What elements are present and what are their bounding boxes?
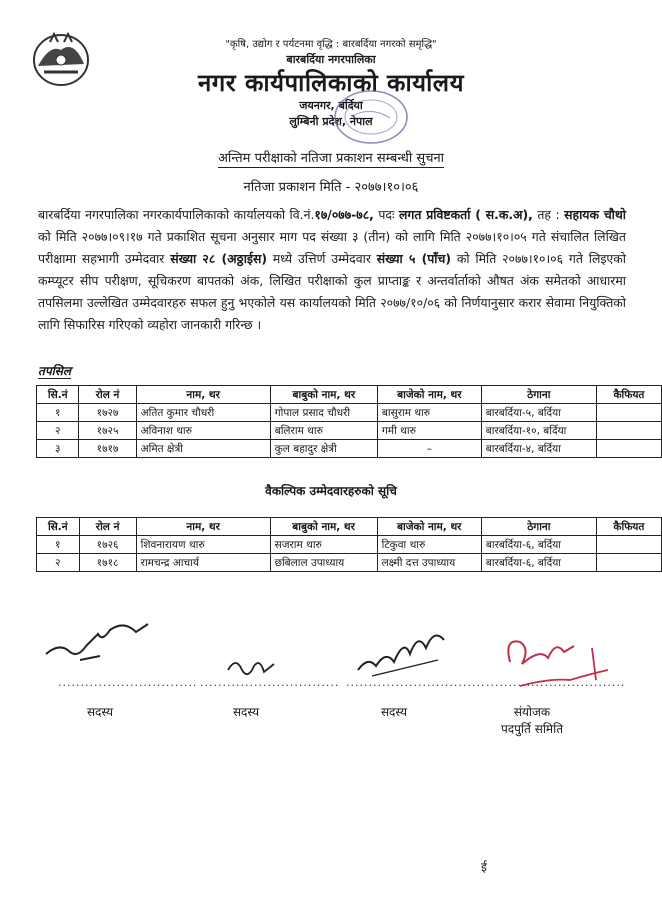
col-grandfather: बाजेको नाम, थर xyxy=(377,386,481,404)
signature-line-3: ............................... xyxy=(346,676,486,689)
signature-line-4: ............................... xyxy=(486,676,626,689)
cell-father: सजराम थारु xyxy=(270,536,377,554)
cell-roll: १७२७ xyxy=(79,404,136,422)
office-title: नगर कार्यपालिकाको कार्यालय xyxy=(197,69,465,97)
cell-sn: १ xyxy=(37,404,79,422)
cell-sn: २ xyxy=(37,554,80,572)
signature-line-2: ............................... xyxy=(200,676,340,689)
cell-roll: १७१७ xyxy=(79,440,136,458)
role-member-3: सदस्य xyxy=(380,705,408,719)
cell-remarks xyxy=(596,536,661,554)
cell-name: अतित कुमार चौधरी xyxy=(136,404,270,422)
cell-grandfather: बासुराम थारु xyxy=(377,404,481,422)
table-row xyxy=(37,440,662,458)
cell-grandfather: – xyxy=(377,440,481,458)
cell-father: गोपाल प्रसाद चौधरी xyxy=(270,404,377,422)
col-father: बाबुको नाम, थर xyxy=(270,518,377,536)
cell-name: रामचन्द्र आचार्य xyxy=(136,554,270,572)
cell-grandfather: टिकुवा थारु xyxy=(377,536,481,554)
cell-name: अविनाश थारु xyxy=(136,422,270,440)
cell-address: बारबर्दिया-४, बर्दिया xyxy=(481,440,596,458)
col-address: ठेगाना xyxy=(481,518,596,536)
cell-remarks xyxy=(596,554,661,572)
cell-father: कुल बहादुर क्षेत्री xyxy=(270,440,377,458)
col-grandfather: बाजेको नाम, थर xyxy=(377,518,481,536)
cell-address: बारबर्दिया-६, बर्दिया xyxy=(481,536,596,554)
col-father: बाबुको नाम, थर xyxy=(270,386,377,404)
cell-name: शिवनारायण थारु xyxy=(136,536,270,554)
col-name: नाम, थर xyxy=(136,386,270,404)
col-address: ठेगाना xyxy=(481,386,596,404)
cell-father: छबिलाल उपाध्याय xyxy=(270,554,377,572)
slogan: "कृषि, उद्योग र पर्यटनमा वृद्धि : बारबर्दिया नगरको समृद्धि" xyxy=(225,39,437,50)
cell-roll: १७२५ xyxy=(79,422,136,440)
tapasil-label: तपसिल xyxy=(38,364,72,378)
cell-remarks xyxy=(596,404,661,422)
col-sn: सि.नं xyxy=(37,386,79,404)
signature-3-icon xyxy=(352,620,452,682)
table-row xyxy=(37,554,662,572)
cell-roll: १७१८ xyxy=(79,554,136,572)
selected-candidates-table xyxy=(36,385,662,458)
cell-sn: २ xyxy=(37,422,79,440)
address-line-2: लुम्बिनी प्रदेश, नेपाल xyxy=(289,115,373,128)
cell-address: बारबर्दिया-१०, बर्दिया xyxy=(481,422,596,440)
address-line-1: जयनगर, बर्दिया xyxy=(299,99,363,112)
alternate-candidates-table xyxy=(36,517,662,572)
signature-1-icon xyxy=(40,612,160,672)
col-remarks: कैफियत xyxy=(596,386,661,404)
col-remarks: कैफियत xyxy=(596,518,661,536)
notice-subject: अन्तिम परीक्षाको नतिजा प्रकाशन सम्बन्धी सुचना xyxy=(217,151,445,166)
col-name: नाम, थर xyxy=(136,518,270,536)
table-row xyxy=(37,536,662,554)
notice-body: बारबर्दिया नगरपालिका नगरकार्यपालिकाको कार्यालयको वि.नं.१७/०७७-७८, पदः लगत प्रविष्टकर्ता ( स.क.अ), तह : सहायक चौथो को मिति २०७७।०९।१७ गते प्रकाशित सूचना अनुसार माग पद संख्या ३ (तीन) को लागि मिति २०७७।१०।०५ गते संचालित लिखित परीक्षामा सहभागी उम्मेदवार संख्या २८ (अठ्ठाईस) मध्ये उत्तिर्ण उम्मेदवार संख्या ५ (पाँच) को मिति २०७७।१०।०६ गते लिइएको कम्प्यूटर सीप परीक्षण, सूचिकरण बापतको अंक, लिखित परीक्षाको कुल प्राप्ताङ्क र अन्तर्वार्ताको औषत अंक समेतको आधारमा तपसिलमा उल्लेखित उम्मेदवारहरु सफल हुनु भएकोले यस कार्यालयको मिति २०७७/१०/०६ को निर्णयानुसार करार सेवामा नियुक्तिको लागि सिफारिस गरिएको व्यहोरा जानकारी गरिन्छ । xyxy=(38,207,627,332)
cell-sn: १ xyxy=(37,536,80,554)
publication-date: नतिजा प्रकाशन मिति - २०७७।१०।०६ xyxy=(243,180,419,195)
cell-roll: १७२६ xyxy=(79,536,136,554)
col-roll: रोल नं xyxy=(79,386,136,404)
table-row xyxy=(37,404,662,422)
cell-father: बलिराम थारु xyxy=(270,422,377,440)
cell-grandfather: गमी थारु xyxy=(377,422,481,440)
col-roll: रोल नं xyxy=(79,518,136,536)
col-sn: सि.नं xyxy=(37,518,80,536)
signature-line-1: ............................... xyxy=(58,676,198,689)
alternate-candidates-title: वैकल्पिक उम्मेदवारहरुको सूचि xyxy=(265,484,397,498)
table-row xyxy=(37,422,662,440)
cell-address: बारबर्दिया-५, बर्दिया xyxy=(481,404,596,422)
role-member-2: सदस्य xyxy=(232,705,260,719)
org-name-small: बारबर्दिया नगरपालिका xyxy=(286,53,376,66)
cell-remarks xyxy=(596,440,661,458)
footer-mark: ई xyxy=(481,860,487,874)
cell-remarks xyxy=(596,422,661,440)
role-coordinator: संयोजक xyxy=(513,705,551,719)
committee-name: पदपुर्ति समिति xyxy=(500,722,564,736)
role-member-1: सदस्य xyxy=(86,705,114,719)
cell-sn: ३ xyxy=(37,440,79,458)
table-header-row xyxy=(37,518,662,536)
office-stamp-icon xyxy=(330,86,412,148)
cell-name: अमित क्षेत्री xyxy=(136,440,270,458)
cell-address: बारबर्दिया-६, बर्दिया xyxy=(481,554,596,572)
table-header-row xyxy=(37,386,662,404)
cell-grandfather: लक्ष्मी दत्त उपाध्याय xyxy=(377,554,481,572)
